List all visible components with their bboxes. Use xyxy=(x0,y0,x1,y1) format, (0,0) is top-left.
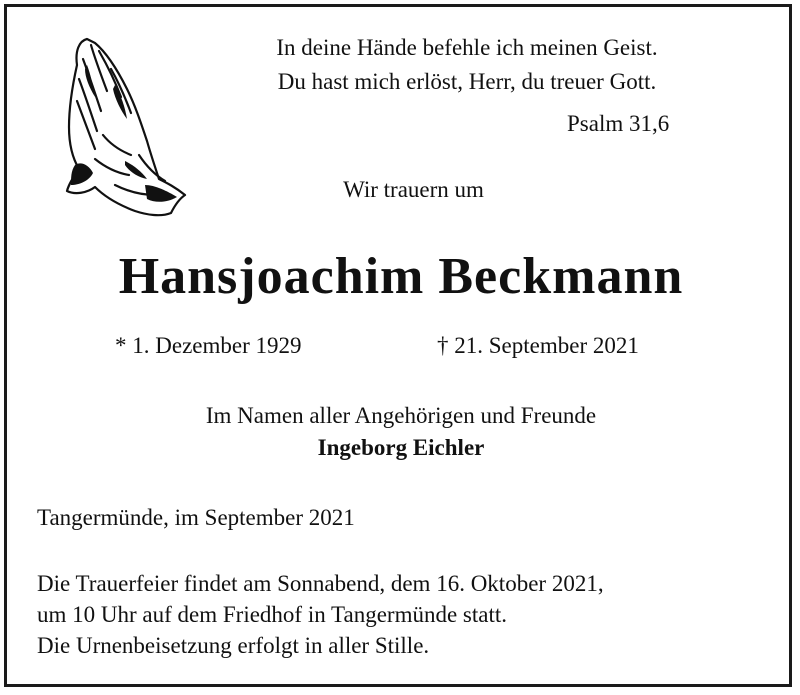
funeral-line-1: Die Trauerfeier findet am Sonnabend, dem 16. Oktober 2021, xyxy=(37,571,604,596)
intro-text: Wir trauern um xyxy=(343,177,484,202)
verse-line-2: Du hast mich erlöst, Herr, du treuer Gott. xyxy=(277,69,657,94)
birth-date: * 1. Dezember 1929 xyxy=(115,333,302,358)
funeral-line-2: um 10 Uhr auf dem Friedhof in Tangermünde statt. xyxy=(37,602,508,627)
mourner-name: Ingeborg Eichler xyxy=(317,435,485,460)
deceased-name: Hansjoachim Beckmann xyxy=(118,248,684,305)
verse-line-1: In deine Hände befehle ich meinen Geist. xyxy=(276,35,658,60)
mourners-line: Im Namen aller Angehörigen und Freunde xyxy=(205,403,597,428)
death-date: † 21. September 2021 xyxy=(437,333,639,358)
funeral-line-3: Die Urnenbeisetzung erfolgt in aller Stille. xyxy=(37,633,430,658)
place-date: Tangermünde, im September 2021 xyxy=(37,505,355,530)
obituary-notice xyxy=(4,4,792,687)
verse-reference: Psalm 31,6 xyxy=(567,111,670,136)
